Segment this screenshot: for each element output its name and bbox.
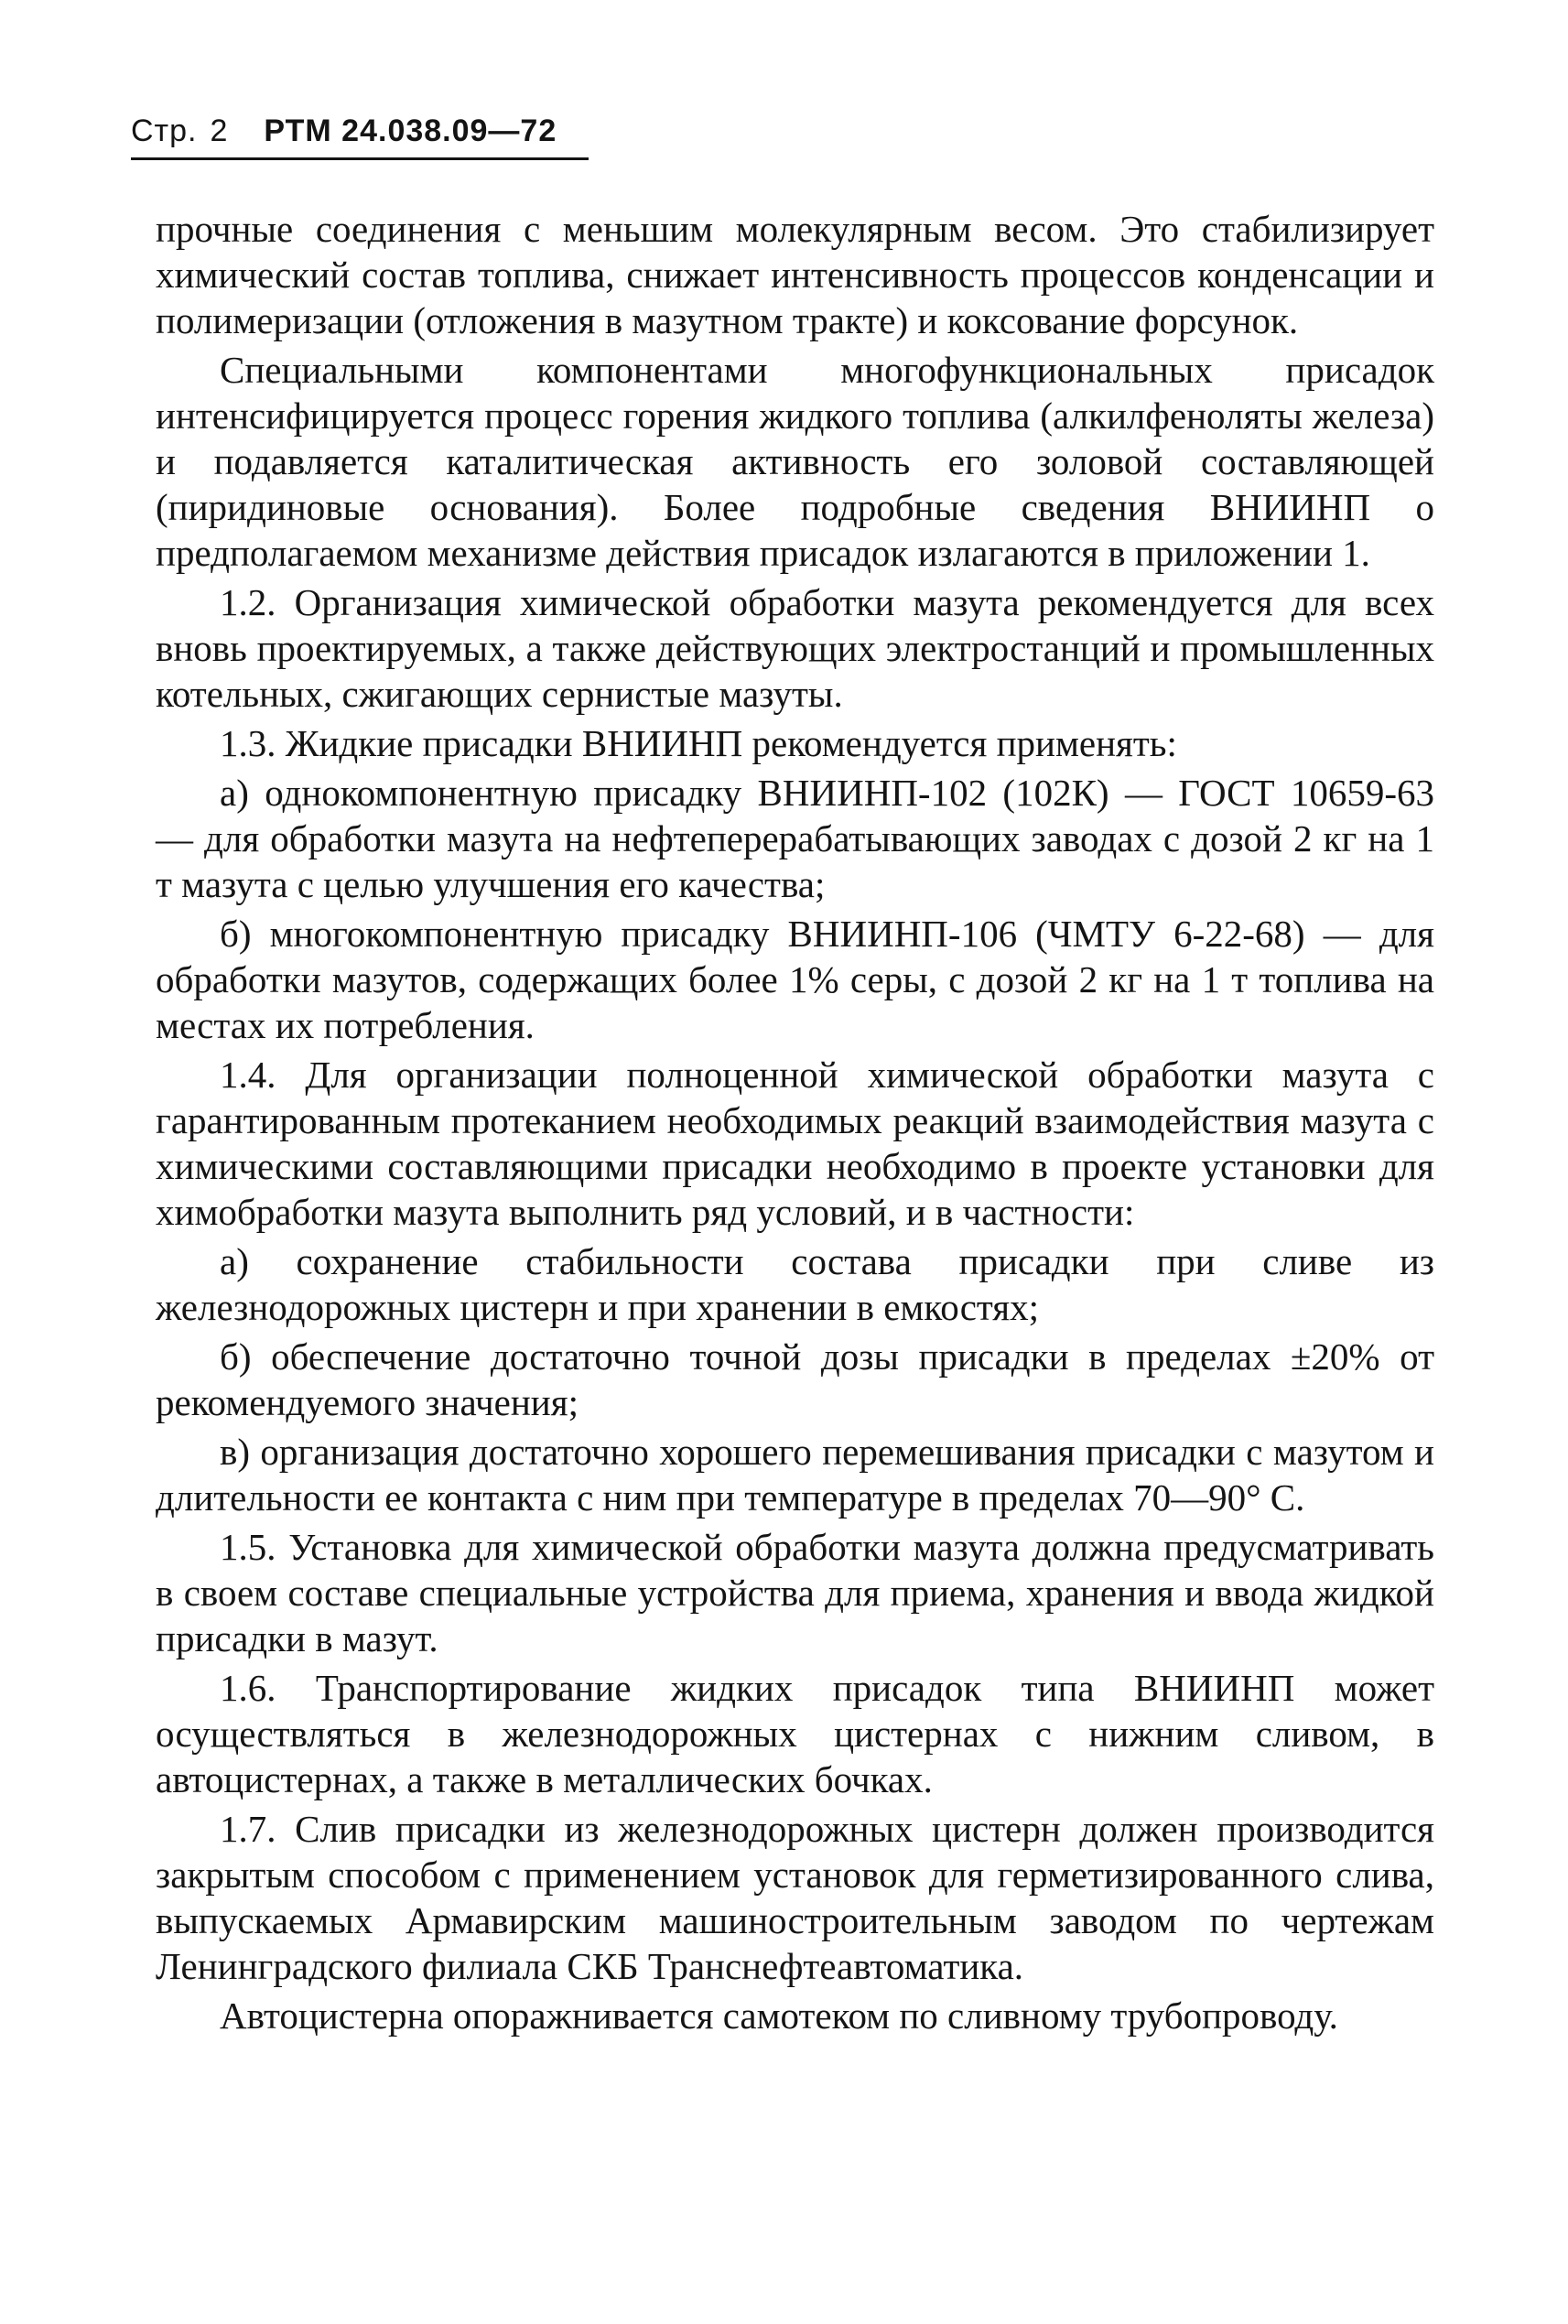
page-label: Стр. (131, 113, 198, 148)
paragraph: прочные соединения с меньшим молекулярным весом. Это стабилизирует химический состав топлива, снижает интенсивность процессов конденсации и полимеризации (отложения в мазутном тракте) и коксование форсунок. (156, 208, 1434, 341)
paragraph: 1.6. Транспортирование жидких присадок типа ВНИИНП может осуществляться в железнодорожных цистернах с нижним сливом, в автоцистернах, а также в металлических бочках. (156, 1667, 1434, 1800)
paragraph: 1.4. Для организации полноценной химической обработки мазута с гарантированным протеканием необходимых реакций взаимодействия мазута с химическими составляющими присадки необходимо в проекте установки для химобработки мазута выполнить ряд условий, и в частности: (156, 1054, 1434, 1233)
paragraph: б) обеспечение достаточно точной дозы присадки в пределах ±20% от рекомендуемого значения; (156, 1335, 1434, 1423)
paragraph: 1.5. Установка для химической обработки мазута должна предусматривать в своем составе специальные устройства для приема, хранения и ввода жидкой присадки в мазут. (156, 1526, 1434, 1659)
paragraph: 1.3. Жидкие присадки ВНИИНП рекомендуется применять: (220, 722, 1177, 764)
page-number: 2 (210, 113, 228, 148)
paragraph: б) многокомпонентную присадку ВНИИНП-106 (ЧМТУ 6-22-68) — для обработки мазутов, содержащих более 1% серы, с дозой 2 кг на 1 т топлива на местах их потребления. (156, 913, 1434, 1046)
body-text (156, 206, 1434, 2042)
header-rule (131, 157, 589, 160)
paragraph: Автоцистерна опоражнивается самотеком по сливному трубопроводу. (220, 1994, 1338, 2037)
paragraph: а) однокомпонентную присадку ВНИИНП-102 (102К) — ГОСТ 10659-63 — для обработки мазута на нефтеперерабатывающих заводах с дозой 2 кг на 1 т мазута с целью улучшения его качества; (156, 772, 1434, 905)
paragraph: 1.2. Организация химической обработки мазута рекомендуется для всех вновь проектируемых, а также действующих электростанций и промышленных котельных, сжигающих сернистые мазуты. (156, 581, 1434, 715)
document-code: РТМ 24.038.09—72 (264, 113, 557, 148)
page-header (131, 108, 607, 163)
paragraph: 1.7. Слив присадки из железнодорожных цистерн должен производится закрытым способом с применением установок для герметизированного слива, выпускаемых Армавирским машиностроительным заводом по чертежам Ленинградского филиала СКБ Транснефтеавтоматика. (156, 1808, 1434, 1987)
paragraph: в) организация достаточно хорошего перемешивания присадки с мазутом и длительности ее контакта с ним при температуре в пределах 70—90° С. (156, 1431, 1434, 1519)
paragraph: Специальными компонентами многофункциональных присадок интенсифицируется процесс горения жидкого топлива (алкилфеноляты железа) и подавляется каталитическая активность его золовой составляющей (пиридиновые основания). Более подробные сведения ВНИИНП о предполагаемом механизме действия присадок излагаются в приложении 1. (156, 349, 1434, 574)
paragraph: а) сохранение стабильности состава присадки при сливе из железнодорожных цистерн и при хранении в емкостях; (156, 1240, 1434, 1328)
